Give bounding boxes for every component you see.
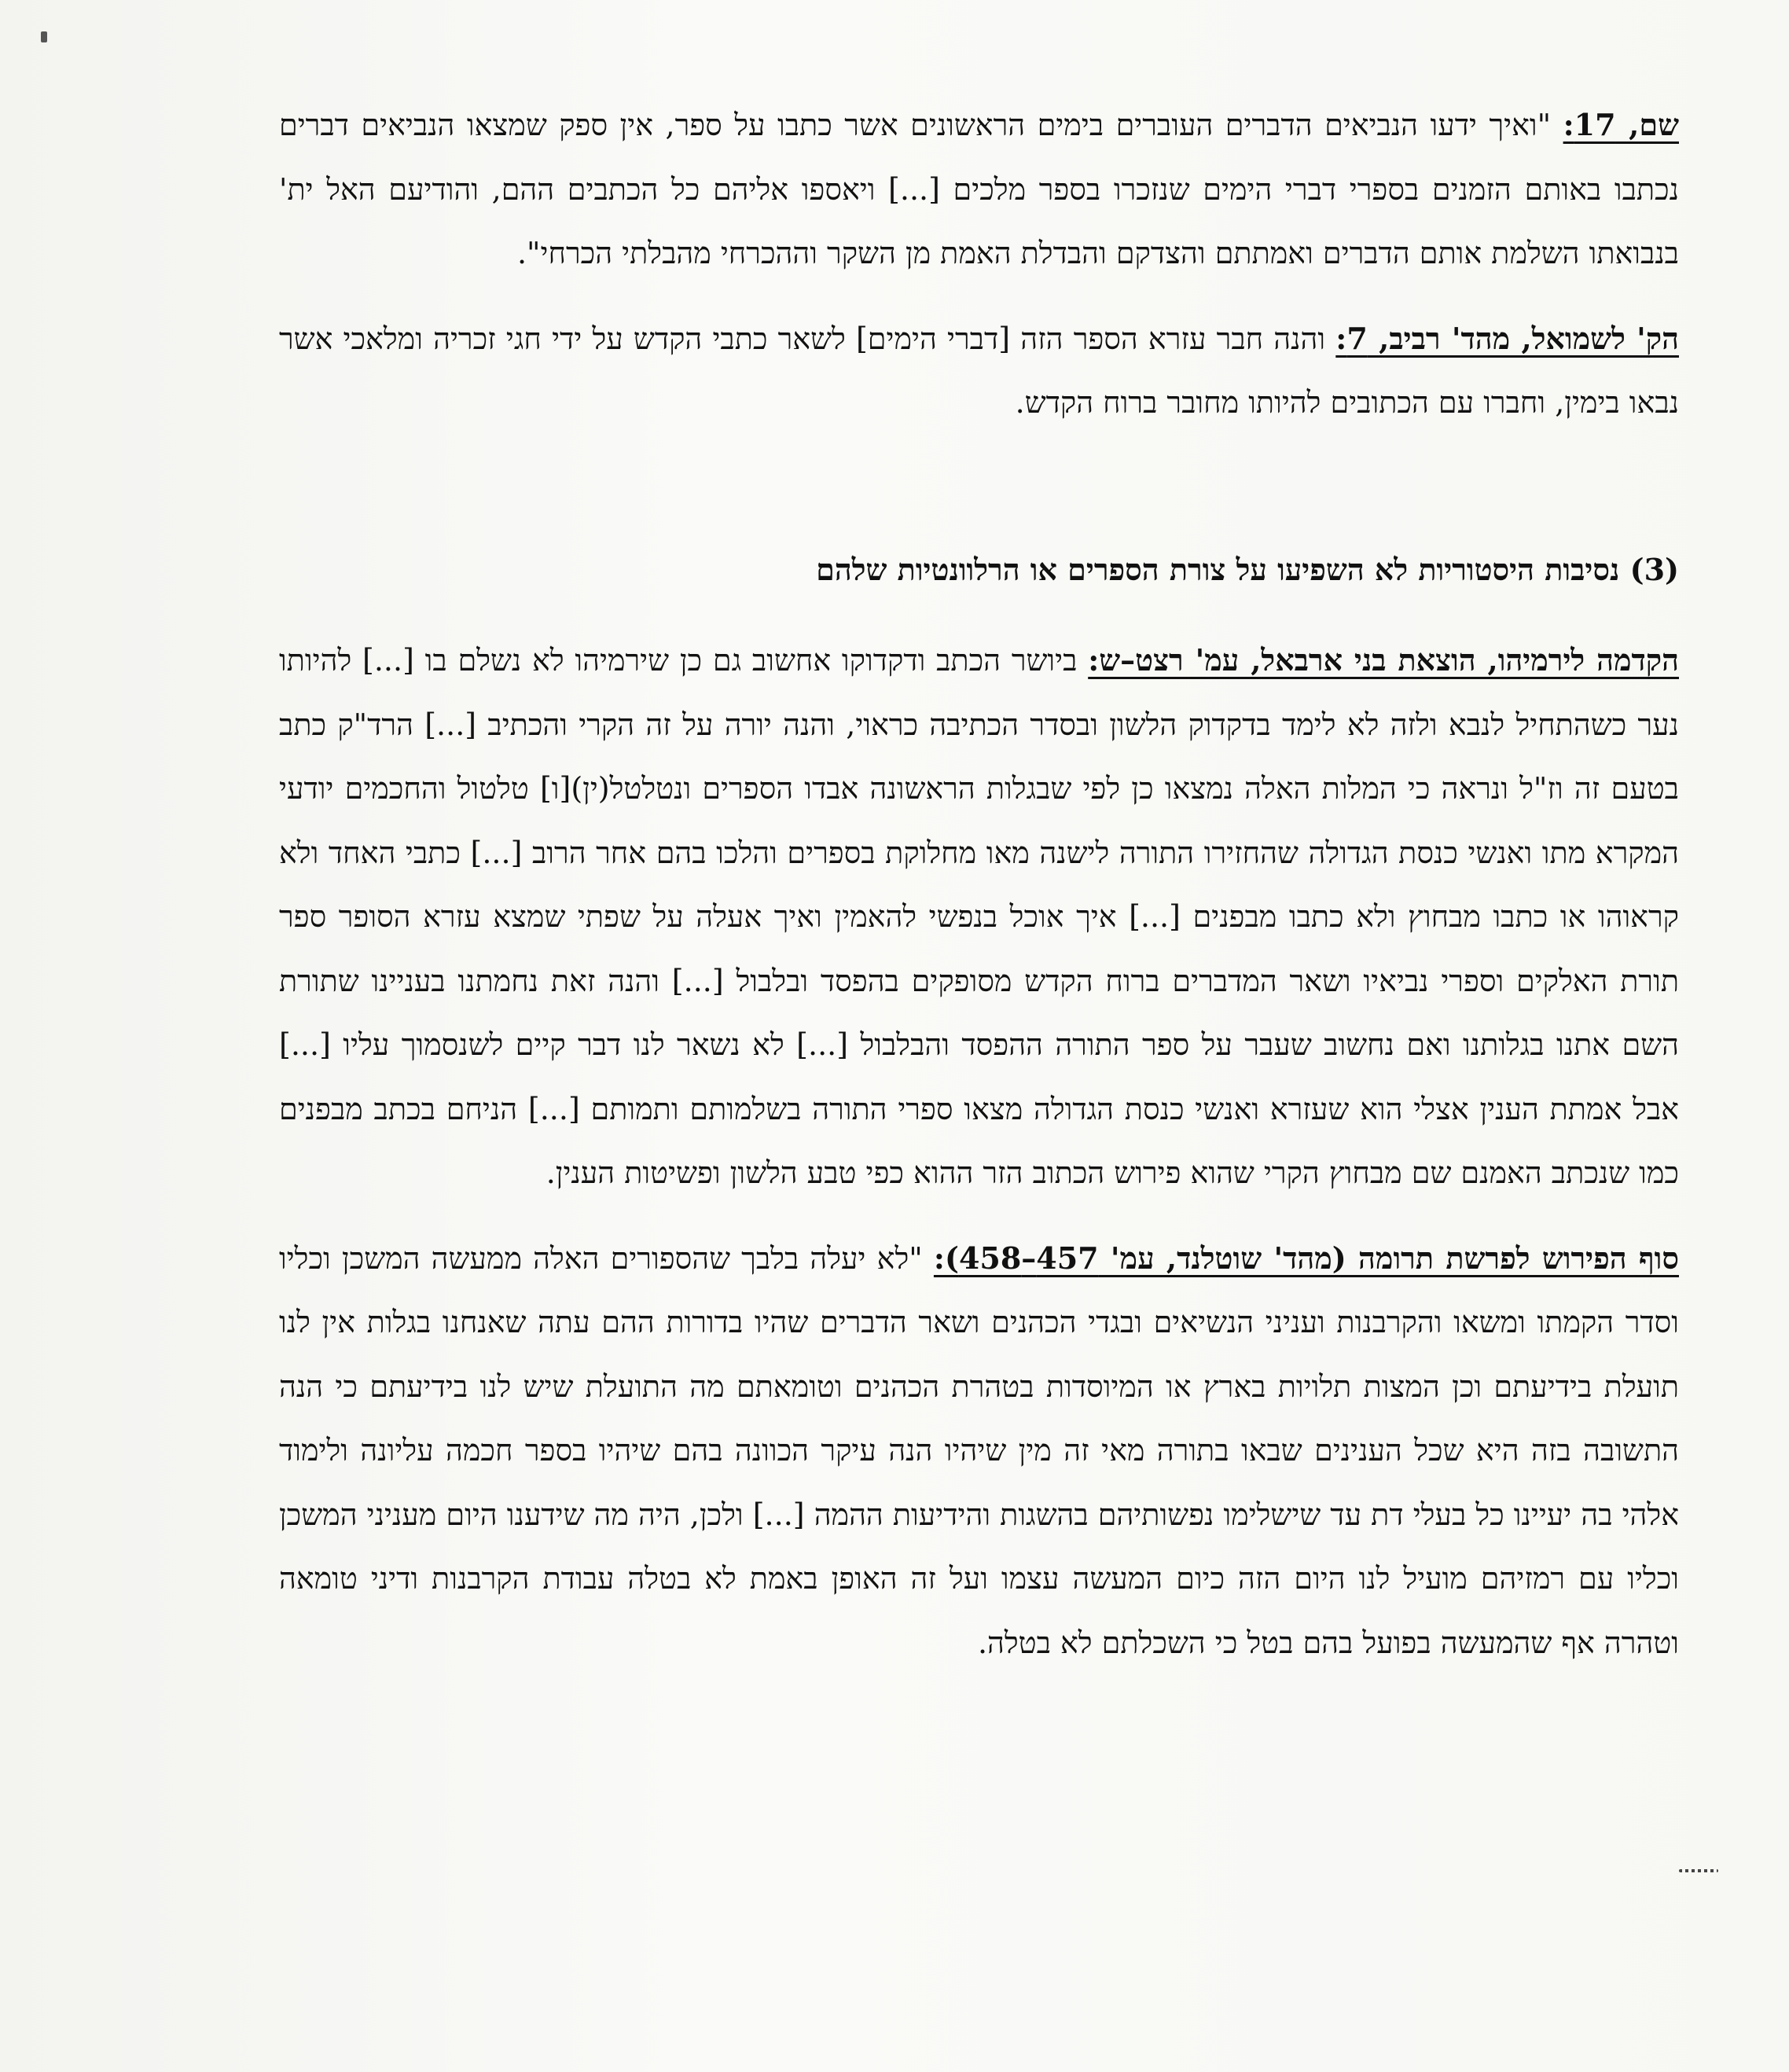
- source-reference: שם, 17:: [1563, 107, 1679, 142]
- paragraph-intro-shmuel: [279, 307, 1679, 435]
- document-body: [279, 93, 1679, 1675]
- paragraph-text: והנה חבר עזרא הספר הזה [דברי הימים] לשאר כתבי הקדש על ידי חגי זכריה ומלאכי אשר נבאו בימין, וחברו עם הכתובים להיותו מחובר ברוח הקדש.: [279, 321, 1679, 420]
- paragraph-text: "ואיך ידעו הנביאים הדברים העוברים בימים הראשונים אשר כתבו על ספר, אין ספק שמצאו הנביאים דברים נכתבו באותם הזמנים בספרי דברי הימים שנזכרו בספר מלכים [...] ויאספו אליהם כל הכתבים ההם, והודיעם האל ית' בנבואתו השלמת אותם הדברים ואמתתם והצדקם והבדלת האמת מן השקר וההכרחי מהבלתי הכרחי".: [279, 108, 1679, 270]
- paragraph-text: "לא יעלה בלבך שהספורים האלה ממעשה המשכן וכליו וסדר הקמתו ומשאו והקרבנות ועניני הנשיאים ובגדי הכהנים ושאר הדברים שהיו בדורות ההם עתה שאנחנו בגלות אין לנו תועלת בידיעתם וכן המצות תלויות בארץ או המיוסדות בטהרת הכהנים וטומאתם מה התועלת שיש לנו בידיעתם כי הנה התשובה בזה היא שכל הענינים שבאו בתורה מאי זה מין שיהיו הנה עיקר הכוונה בהם שיהיו בספר חכמה עליונה ולימוד אלהי בה יעיינו כל בעלי דת עד שישלימו נפשותיהם בהשגות והידיעות ההמה [...] ולכן, היה מה שידענו היום מעניני המשכן וכליו עם רמזיהם מועיל לנו היום הזה כיום המעשה עצמו ועל זה האופן באמת לא בטלה עבודת הקרבנות ודיני טומאה וטהרה אף שהמעשה בפועל בהם בטל כי השכלתם לא בטלה.: [279, 1240, 1679, 1660]
- paragraph-ibn-ezra-shem: [279, 93, 1679, 286]
- section-heading: (3) נסיבות היסטוריות לא השפיעו על צורת הספרים או הרלוונטיות שלהם: [816, 551, 1679, 587]
- paragraph-text: ביושר הכתב ודקדוקו אחשוב גם כן שירמיהו לא נשלם בו [...] להיותו נער כשהתחיל לנבא ולזה לא לימד בדקדוק הלשון ובסדר הכתיבה כראוי, והנה יורה על זה הקרי והכתיב [...] הרד"ק כתב בטעם זה וז"ל ונראה כי המלות האלה נמצאו כן לפי שבגלות הראשונה אבדו הספרים ונטלטל(ין)[ו] טלטול והחכמים יודעי המקרא מתו ואנשי כנסת הגדולה שהחזירו התורה לישנה מאו מחלוקת בספרים והלכו בהם אחר הרוב [...] כתבי האחד ולא קראוהו או כתבו מבחוץ ולא כתבו מבפנים [...] איך אוכל בנפשי להאמין ואיך אעלה על שפתי שמצא עזרא הסופר ספר תורת האלקים וספרי נביאיו ושאר המדברים ברוח הקדש מסופקים בהפסד ובלבול [...] והנה זאת נחמתנו בעניינו שתורת השם אתנו בגלותנו ואם נחשוב שעבר על ספר התורה ההפסד והבלבול [...] לא נשאר לנו דבר קיים לשנסמוך עליו [...] אבל אמתת הענין אצלי הוא שעזרא ואנשי כנסת הגדולה מצאו ספרי התורה בשלמותם ותמותם [...] הניחם בכתב מבפנים כמו שנכתב האמנם שם מבחוץ הקרי שהוא פירוש הכתוב הזר ההוא כפי טבע הלשון ופשיטות הענין.: [279, 643, 1679, 1190]
- paragraph-end-teruma: [279, 1226, 1679, 1676]
- scan-artifact-dashes: [1679, 1869, 1718, 1872]
- source-reference: הק' לשמואל, מהד' רביב, 7:: [1335, 320, 1679, 356]
- paragraph-intro-yirmiyahu: [279, 628, 1679, 1206]
- source-reference: סוף הפירוש לפרשת תרומה (מהד' שוטלנד, עמ' 457–458):: [933, 1240, 1679, 1276]
- scan-artifact-mark: [41, 31, 47, 42]
- source-reference: הקדמה לירמיהו, הוצאת בני ארבאל, עמ' רצט–ש:: [1088, 642, 1679, 678]
